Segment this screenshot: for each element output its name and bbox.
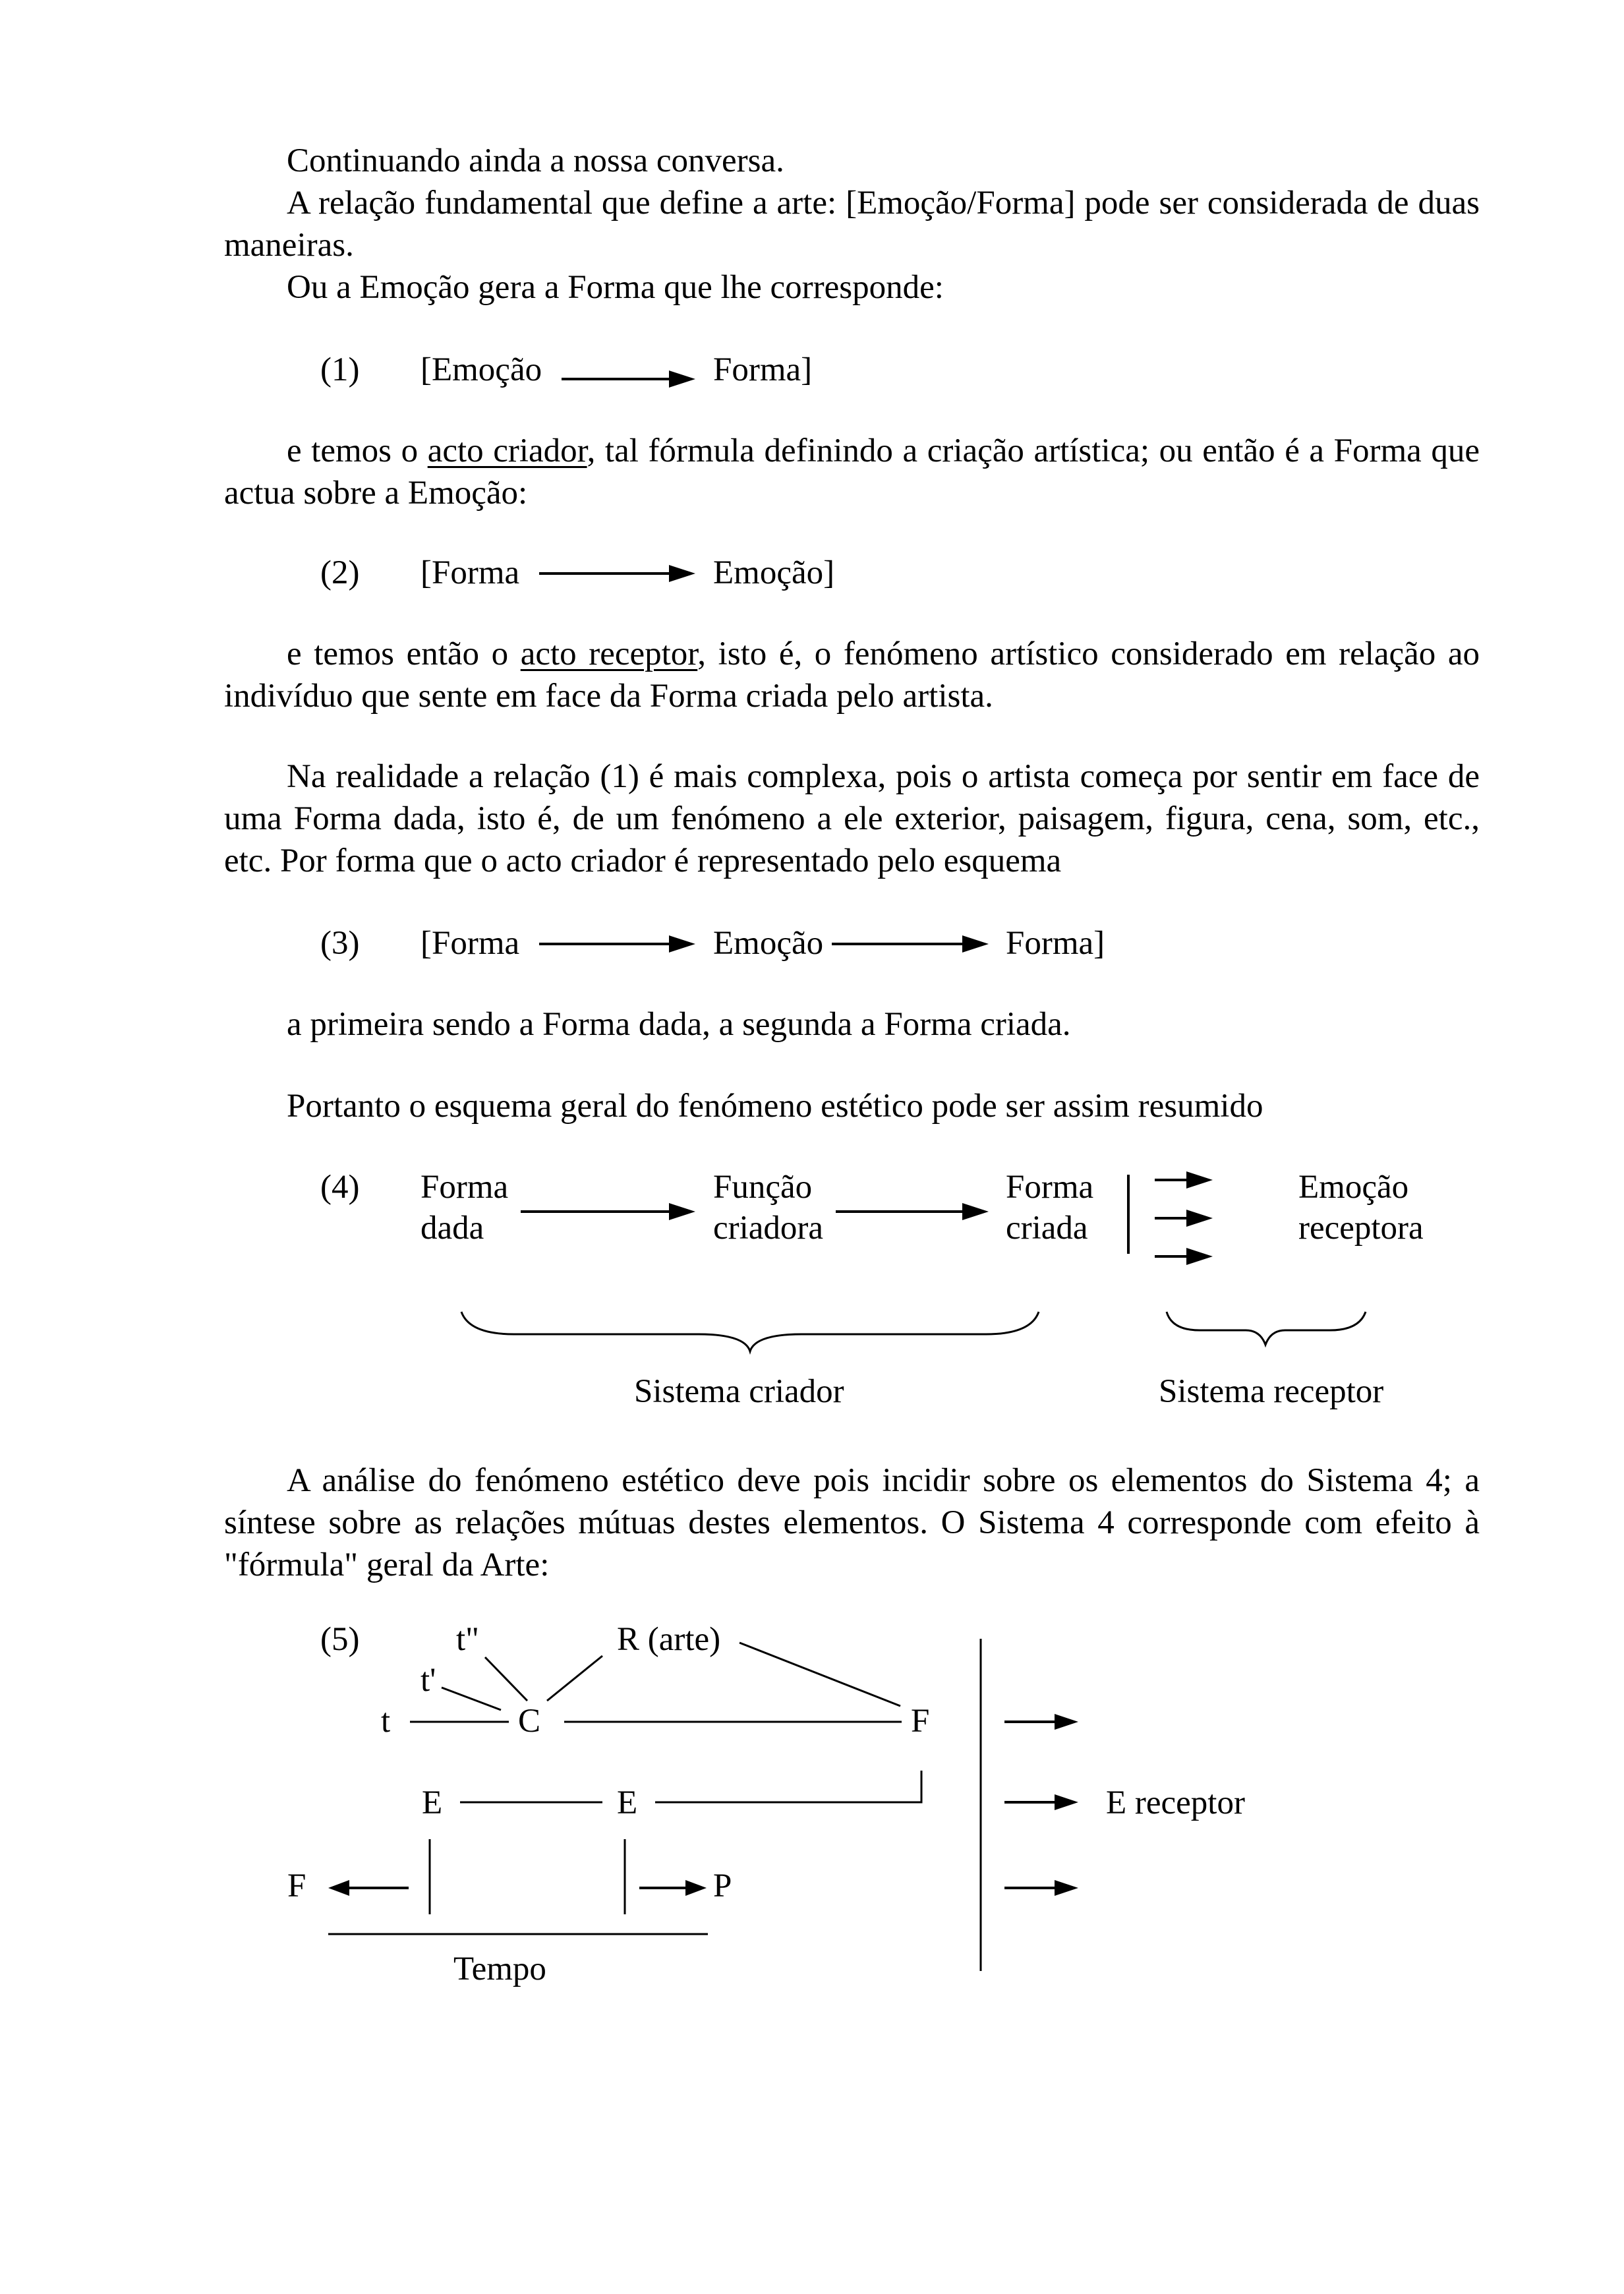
scheme-5-f-left: F [287,1868,306,1904]
scheme-5-number: (5) [320,1621,360,1658]
scheme-5-c: C [518,1703,541,1740]
scheme-4-funcao-line1: Função [713,1169,813,1206]
scheme-5-e-left: E [422,1784,443,1821]
paragraph-5-end: , isto é, o fenómeno artístico considerado em relação ao indivíduo que sente em face da Forma criada pelo artista. [224,635,1480,715]
formula-3-mid: Emoção [713,925,824,962]
formula-3-right: Forma] [1006,925,1105,962]
acto-criador-term: acto criador [427,432,587,469]
formula-2-arrow-icon [539,565,695,582]
scheme-5-r-arte: R (arte) [617,1621,721,1658]
scheme-5-e-receptor: E receptor [1106,1784,1245,1821]
paragraph-4-start: e temos o [287,432,428,469]
paragraph-2: A relação fundamental que define a arte: [Emoção/Forma] pode ser considerada de duas maneiras. [224,185,1480,264]
scheme-4-forma-dada-line2: dada [420,1210,484,1247]
scheme-4-receptor-arrow-2-icon [1155,1210,1213,1227]
formula-1-number: (1) [320,351,360,388]
formula-1-right: Forma] [713,351,813,388]
scheme-5-receptor-arrow-1-icon [1004,1714,1078,1730]
paragraph-3: Ou a Emoção gera a Forma que lhe corresponde: [287,269,944,306]
scheme-5-receptor-arrow-3-icon [1004,1880,1078,1896]
sistema-criador-brace [461,1312,1039,1351]
scheme-5-tempo: Tempo [453,1951,546,1987]
scheme-5-e-right: E [617,1784,638,1821]
sistema-receptor-label: Sistema receptor [1159,1373,1384,1410]
scheme-5-f: F [911,1703,930,1740]
scheme-5-line-r-f [740,1643,900,1706]
formula-3-arrow-2-icon [832,935,989,953]
scheme-5-t: t [381,1703,391,1740]
scheme-4-emocao-line2: receptora [1298,1210,1424,1247]
scheme-5-arrow-p-icon [639,1880,707,1896]
paragraph-6: Na realidade a relação (1) é mais complexa, pois o artista começa por sentir em face de uma Forma dada, isto é, de um fenómeno a ele exterior, paisagem, figura, cena, som, etc., etc. Por forma que o acto criador é representado pelo esquema [224,758,1480,879]
scheme-4-forma-criada-line1: Forma [1006,1169,1094,1206]
scheme-5-line-t2-c [485,1657,527,1701]
sistema-criador-label: Sistema criador [634,1373,844,1410]
paragraph-8: Portanto o esquema geral do fenómeno estético pode ser assim resumido [287,1088,1263,1125]
scheme-4-receptor-arrow-3-icon [1155,1248,1213,1265]
paragraph-4-end: , tal fórmula definindo a criação artística; ou então é a Forma que actua sobre a Emoção: [224,432,1480,512]
paragraph-5-start: e temos então o [287,635,521,672]
scheme-4-forma-criada-line2: criada [1006,1210,1088,1247]
paragraph-1: Continuando ainda a nossa conversa. [287,142,784,179]
scheme-5-line-t1-c [442,1688,501,1710]
formula-3-left: [Forma [420,925,520,962]
formula-1-left: [Emoção [420,351,542,388]
paragraph-9: A análise do fenómeno estético deve pois incidir sobre os elementos do Sistema 4; a síntese sobre as relações mútuas destes elementos. O Sistema 4 corresponde com efeito à "fórmula" geral da Arte: [224,1462,1480,1583]
formula-2-number: (2) [320,554,360,591]
paragraph-7: a primeira sendo a Forma dada, a segunda a Forma criada. [287,1006,1071,1043]
scheme-4-funcao-line2: criadora [713,1210,824,1247]
scheme-5-arrow-left-icon [328,1880,409,1896]
formula-2-right: Emoção] [713,554,835,591]
scheme-5-p: P [713,1868,732,1904]
scheme-4-receptor-arrow-1-icon [1155,1171,1213,1189]
acto-receptor-term: acto receptor [520,635,698,672]
formula-3-arrow-1-icon [539,935,695,953]
formula-2-left: [Forma [420,554,520,591]
scheme-4-number: (4) [320,1169,360,1206]
scheme-5-line-e-f [655,1771,921,1802]
scheme-4-arrow-1-icon [521,1203,695,1220]
scheme-4-arrow-2-icon [836,1203,989,1220]
scheme-4-forma-dada-line1: Forma [420,1169,509,1206]
formula-1-arrow-icon [562,370,695,388]
scheme-5-t-double-prime: t" [456,1621,479,1658]
scheme-5-t-prime: t' [420,1662,436,1699]
sistema-receptor-brace [1167,1312,1366,1345]
formula-3-number: (3) [320,925,360,962]
scheme-4-emocao-line1: Emoção [1298,1169,1409,1206]
scheme-5-line-r-c [547,1656,602,1701]
scheme-5-receptor-arrow-2-icon [1004,1794,1078,1810]
